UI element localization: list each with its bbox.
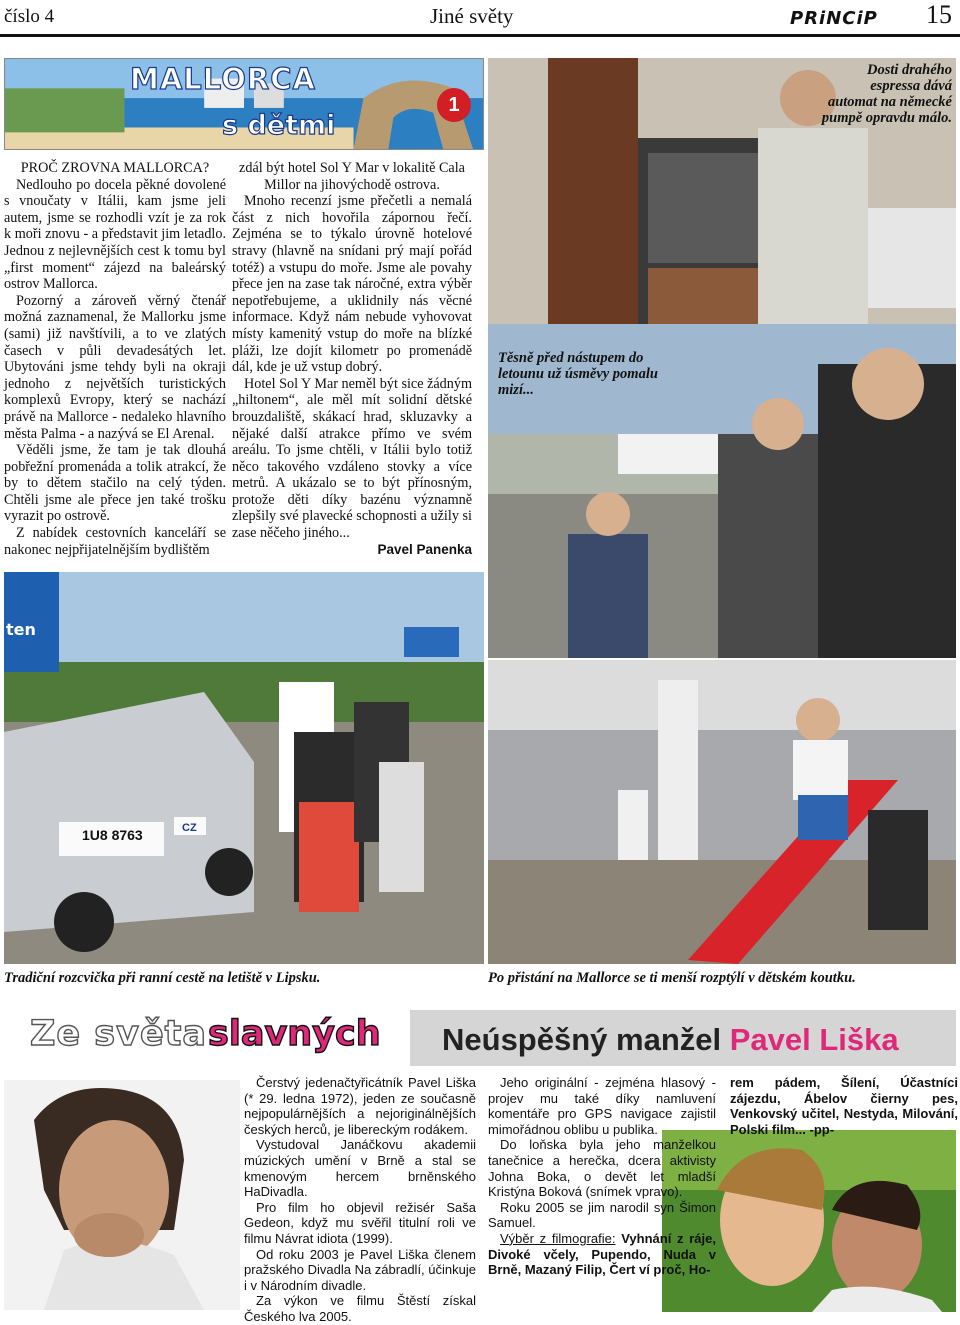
paragraph: Za výkon ve filmu Štěstí získal Českého lva 2005. [244,1293,476,1324]
paragraph: Nedlouho po docela pěkné dovolené s vnoučaty v Itálii, kam jsme jeli autem, jsme se rozhodli vzít je za rok k moři znovu - a představit jim letadlo. Jednou z nejlevnějších cest k tomu byl „first moment“ zájezd na baleárský ostrov Mallorca. [4,176,226,293]
filmography-list-start: Vyhnání z ráje, Divoké včely, Pupendo, Nuda v Brně, Mazaný Filip, Čert ví proč, Ho- [488,1230,716,1278]
celeb-column-1 [244,1075,476,1325]
celeb-column-2 [488,1075,716,1278]
road-sign-text: ten [6,620,36,639]
paragraph: Pro film ho objevil režisér Saša Gedeon, když mu svěřil titulní roli ve filmu Návrat idiota (1999). [244,1199,476,1246]
header-rule [0,34,960,37]
banner-title-kids: s dětmi [222,110,336,141]
paragraph: Vystudoval Janáčkovu akademii múzických umění v Brně a stal se kmenovým hercem brněnského HaDivadla. [244,1137,476,1200]
paragraph: zdál být hotel Sol Y Mar v lokalitě Cala Millor na jihovýchodě ostrova. [239,160,465,193]
paragraph: Roku 2005 se jim narodil syn Šimon Samuel. [488,1199,716,1231]
magazine-logo: PRiNCiP [790,8,878,29]
headline-name: Pavel Liška [729,1022,899,1057]
paragraph: Čerstvý jedenačtyřicátník Pavel Liška (* 29. ledna 1972), jeden ze současně nejpopulárnějších a nejoriginálnějších českých herců, je libereckým rodákem. [244,1075,476,1137]
caption-slide: Po přistání na Mallorce se ti menší rozptýlí v dětském koutku. [488,970,856,986]
article-column-2 [232,160,472,558]
celeb-column-3 [730,1075,958,1137]
cz-sticker: CZ [182,822,197,834]
paragraph: Hotel Sol Y Mar neměl být sice žádným „hiltonem“, ale měl mít solidní dětské brouzdaliště, skákací hrad, skluzavky a nějaké další atrakce přímo ve svém areálu. To jsme chtěli, v Itálii bylo totiž něco takového vzdáleno stovky a více metrů. A ukázalo se to být přínosným, protože děti díky bazénu významně zlepšily své plavecké schopnosti a užily si zase něčeho jiného... [232,375,472,542]
morning-exercise-photo [4,572,484,964]
pavel-liska-portrait [4,1080,240,1310]
paragraph: Věděli jsme, že tam je tak dlouhá pobřežní promenáda a tolik atrakcí, že by to dětem stačilo na celý týden. Chtěli jsme ale přece jen také trošku vyrazit po ostrově. [4,442,226,525]
filmography-label: Výběr z filmografie: [500,1230,616,1246]
paragraph: Pozorný a zároveň věrný čtenář možná zaznamenal, že Mallorku jsme (sami) již navštívili, a to ve zlatých časech v půli devadesátých let. Ubytováni jsme tehdy byli na okraji jednoho z největších turistických komplexů Evropy, který se nachází právě na Mallorce - nedaleko hlavního města Palma - a nazývá se El Arenal. [4,292,226,442]
headline-prefix: Neúspěšný manžel [442,1022,722,1057]
section-name: Jiné světy [430,4,514,28]
caption-espresso: Dosti drahého espressa dává automat na německé pumpě opravdu málo. [821,62,952,126]
page-header [0,0,960,34]
paragraph: Od roku 2003 je Pavel Liška členem pražského Divadla Na zábradlí, účinkuje i v Národním divadle. [244,1246,476,1293]
paragraph: Jeho originální - zejména hlasový - projev mu také díky namluvení komentáře pro GPS navigace zajistil mimořádnou oblibu u publika. [488,1075,716,1137]
column-heading: PROČ ZROVNA MALLORCA? [20,160,210,176]
page-number: 15 [926,0,952,29]
caption-exercise: Tradiční rozcvička při ranní cestě na letiště v Lipsku. [4,970,321,986]
headline [442,1022,899,1058]
paragraph: Do loňska byla jeho manželkou tanečnice a herečka, dcera aktivisty Johna Boka, o devět let mladší Kristýna Boková (snímek vpravo). [488,1137,716,1200]
author-signature: Pavel Panenka [377,541,472,557]
issue-number: číslo 4 [4,6,55,27]
filmography [488,1231,716,1278]
article-column-1 [4,160,226,558]
section-title-famous: slavných [208,1014,381,1054]
caption-airport: Těsně před nástupem do letounu už úsměvy pomalu mizí... [498,350,658,398]
paragraph: Mnoho recenzí jsme přečetli a nemalá část z nich hovořila zápornou řečí. Zejména se to týkalo úrovně hotelové stravy (hlavně na snídani prý mají pořád totéž) a vstupu do moře. Jsme ale povahy přece jen na zase tak náročné, extra výběr nepotřebujeme, a uklidnily nás věcné informace. Když nám nebude vyhovovat místy kamenitý vstup do moře na blízké pláži, lze dojít kilometr po promenádě dál, kde je už vstup dobrý. [232,193,472,376]
section-title-from-world: Ze světa [30,1014,208,1054]
kids-slide-photo [488,660,956,964]
banner-title-mallorca: MALLORCA [130,62,316,96]
paragraph: Z nabídek cestovních kanceláří se nakonec nejpřijatelnějším bydlištěm [4,525,226,558]
filmography-list-end: rem pádem, Šílení, Účastníci zájezdu, Ábelov čierny pes, Venkovský učitel, Nestyda, Milování, Polski film... [730,1075,958,1137]
part-badge: 1 [437,88,471,122]
license-plate: 1U8 8763 [82,827,143,843]
celeb-signature: -pp- [809,1121,835,1137]
